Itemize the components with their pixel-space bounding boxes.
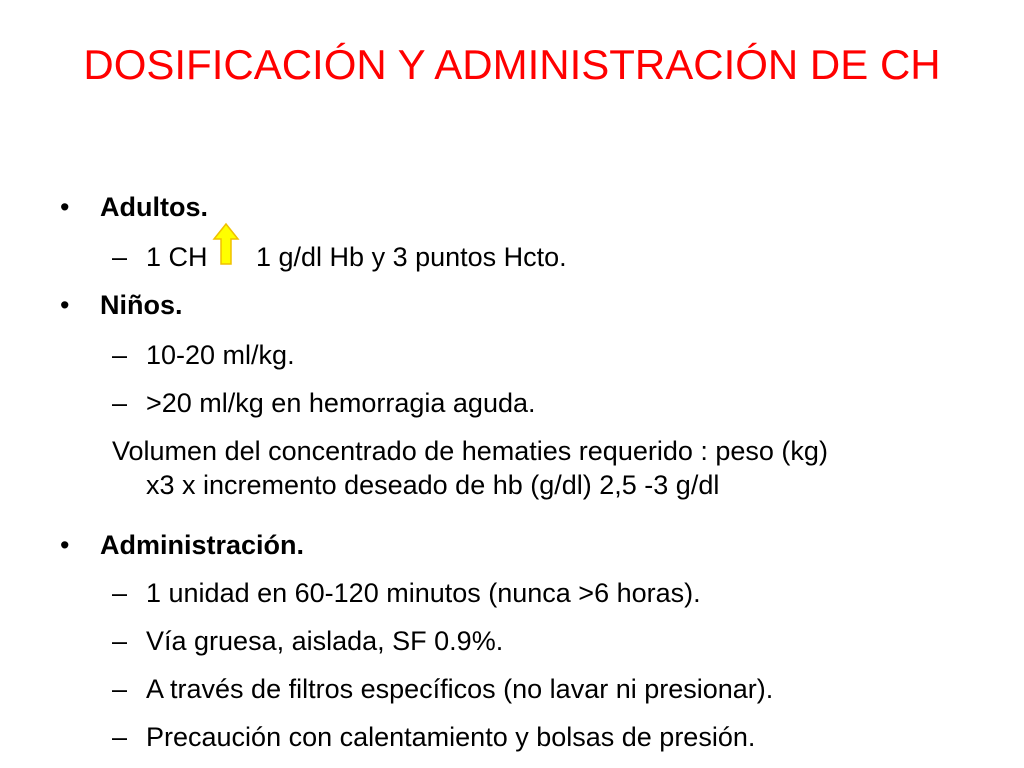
administracion-item-2: Vía gruesa, aislada, SF 0.9%.: [146, 626, 504, 656]
volume-formula-note: [112, 434, 962, 502]
administracion-item-3: A través de filtros específicos (no lavar ni presionar).: [146, 674, 774, 704]
administracion-item-1: 1 unidad en 60-120 minutos (nunca >6 horas).: [146, 578, 701, 608]
dash-marker: –: [112, 626, 128, 656]
volume-formula-line-2: x3 x incremento deseado de hb (g/dl) 2,5 -3 g/dl: [146, 470, 720, 500]
adultos-item-1-end: 1 g/dl Hb y 3 puntos Hcto.: [256, 242, 567, 272]
dash-marker: –: [112, 388, 128, 418]
dash-marker: –: [112, 340, 128, 370]
dash-marker: –: [112, 722, 128, 752]
section-heading-ninos: Niños.: [100, 290, 183, 320]
slide-title: DOSIFICACIÓN Y ADMINISTRACIÓN DE CH: [83, 41, 941, 88]
section-heading-adultos: Adultos.: [100, 192, 208, 222]
administracion-item-4: Precaución con calentamiento y bolsas de presión.: [146, 722, 756, 752]
ninos-item-2: >20 ml/kg en hemorragia aguda.: [146, 388, 536, 418]
bullet-marker: •: [60, 192, 70, 222]
adultos-item-1-start: 1 CH: [146, 242, 208, 272]
bullet-marker: •: [60, 290, 70, 320]
up-arrow-icon: [212, 222, 240, 266]
bullet-marker: •: [60, 530, 70, 560]
ninos-item-1: 10-20 ml/kg.: [146, 340, 295, 370]
section-heading-administracion: Administración.: [100, 530, 305, 560]
dash-marker: –: [112, 674, 128, 704]
dash-marker: –: [112, 578, 128, 608]
volume-formula-line-1: Volumen del concentrado de hematies requerido : peso (kg): [112, 436, 828, 466]
dash-marker: –: [112, 242, 128, 272]
